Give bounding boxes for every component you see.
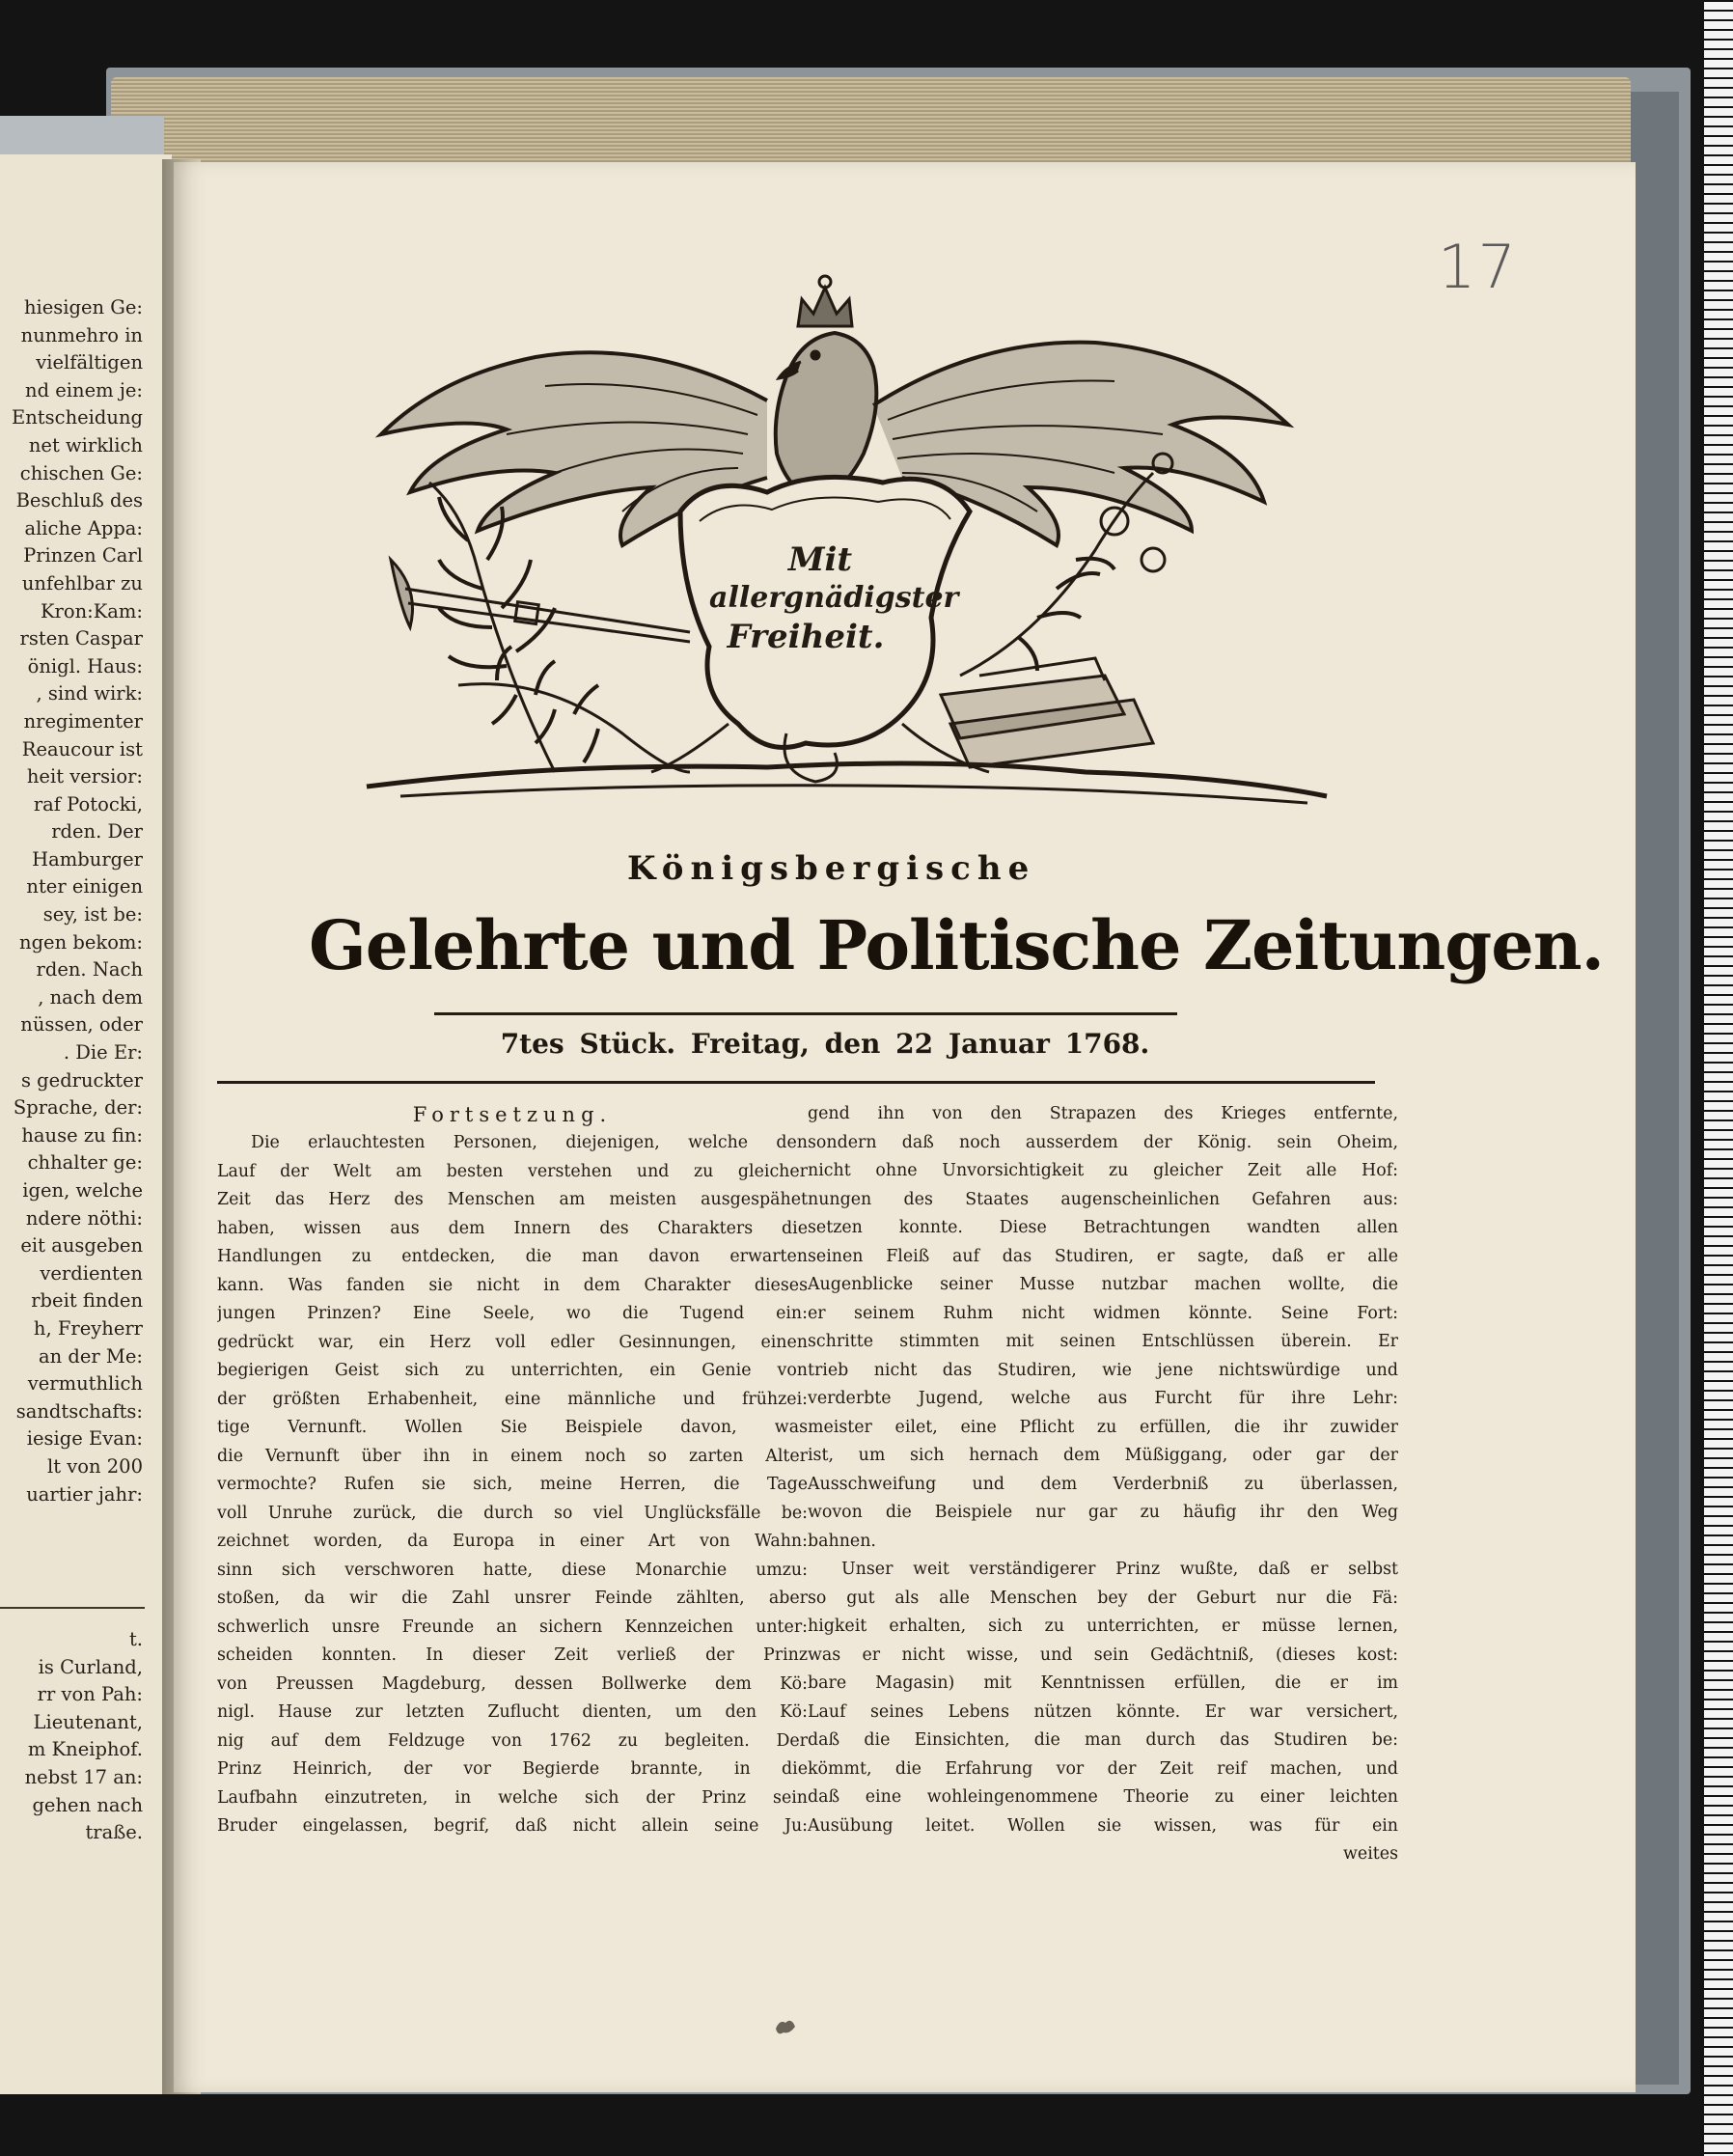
previous-page-line: rr von Pah: — [37, 1683, 143, 1706]
previous-page-line: Reaucour ist — [21, 737, 143, 760]
previous-page-line: traße. — [85, 1821, 143, 1844]
article-line: sinn sich verschworen hatte, diese Monarchie umzu: — [217, 1560, 808, 1580]
article-line: schwerlich unsre Freunde an sichern Kennzeichen unter: — [217, 1617, 808, 1637]
previous-page-line: sey, ist be: — [42, 903, 143, 926]
previous-page-line: nüssen, oder — [20, 1013, 143, 1037]
article-line: schritte stimmten mit seinen Entschlüssen überein. Er — [808, 1332, 1398, 1351]
previous-page-upper-text — [0, 294, 172, 1508]
article-line: verderbte Jugend, welche aus Furcht für ihre Lehr: — [808, 1389, 1398, 1408]
previous-page-line: Entscheidung — [12, 406, 143, 429]
previous-page-line: aliche Appa: — [24, 516, 143, 539]
article-line: nig auf dem Feldzuge von 1762 zu begleiten. Der — [217, 1730, 808, 1751]
previous-page-line: nebst 17 an: — [24, 1765, 143, 1788]
article-line: begierigen Geist sich zu unterrichten, ein Genie von — [217, 1361, 808, 1380]
previous-page-line: nter einigen — [26, 875, 143, 898]
previous-page-line: iesige Evan: — [26, 1427, 143, 1451]
previous-page-line: uartier jahr: — [26, 1482, 143, 1506]
previous-page-line: chhalter ge: — [27, 1151, 143, 1175]
article-column-right — [808, 1100, 1398, 1869]
previous-page-line: lt von 200 — [46, 1454, 143, 1478]
article-line: Zeit das Herz des Menschen am meisten ausgespähet — [217, 1190, 808, 1209]
article-line: was er nicht wisse, und sein Gedächtniß, (dieses kost: — [808, 1645, 1398, 1665]
previous-page-line: önigl. Haus: — [27, 654, 143, 677]
article-line: trieb nicht das Studiren, wie jene nichtswürdige und — [808, 1360, 1398, 1380]
previous-page-line: heit versior: — [26, 765, 143, 788]
previous-page-line: net wirklich — [28, 433, 143, 456]
article-line: von Preussen Magdeburg, dessen Bollwerke dem Kö: — [217, 1673, 808, 1694]
article-line: Lauf seines Lebens nützen könnte. Er war versichert, — [808, 1701, 1398, 1722]
previous-page-line: hause zu fin: — [21, 1123, 143, 1147]
previous-page-line: rbeit finden — [31, 1289, 143, 1313]
article-line: bare Magasin) mit Kenntnissen erfüllen, die er im — [808, 1673, 1398, 1693]
article-line: ist, um sich hernach dem Müßiggang, oder gar der — [808, 1446, 1398, 1465]
previous-page-line: , sind wirk: — [36, 682, 143, 705]
previous-page-line: s gedruckter — [20, 1068, 143, 1092]
article-line: setzen konnte. Diese Betrachtungen wandten allen — [808, 1218, 1398, 1237]
previous-page-line: rden. Nach — [36, 958, 143, 981]
article-line: jungen Prinzen? Eine Seele, wo die Tugend ein: — [217, 1304, 808, 1323]
article-line: zeichnet worden, da Europa in einer Art von Wahn: — [217, 1532, 808, 1551]
article-line: daß die Einsichten, die man durch das Studiren be: — [808, 1730, 1398, 1750]
masthead-title: Gelehrte und Politische Zeitungen. — [309, 905, 1605, 985]
article-line: Handlungen zu entdecken, die man davon erwarten — [217, 1247, 808, 1266]
issue-dateline: 7tes Stück. Freitag, den 22 Januar 1768. — [500, 1028, 1150, 1060]
scan-ruler — [1704, 0, 1733, 2156]
dateline-rule — [217, 1081, 1375, 1084]
previous-page-divider — [0, 1607, 145, 1609]
previous-page-line: nunmehro in — [20, 323, 143, 346]
page-edges — [111, 77, 1631, 169]
article-line: Ausschweifung und dem Verderbniß zu überlassen, — [808, 1474, 1398, 1494]
previous-page-line: nd einem je: — [25, 378, 143, 401]
article-line: Augenblicke seiner Musse nutzbar machen wollte, die — [808, 1275, 1398, 1294]
article-line: gedrückt war, ein Herz voll edler Gesinnungen, einen — [217, 1332, 808, 1352]
previous-page-line: vermuthlich — [27, 1372, 143, 1396]
previous-page-line: unfehlbar zu — [21, 571, 143, 594]
previous-page-line: is Curland, — [38, 1655, 143, 1678]
article-line: kann. Was fanden sie nicht in dem Charakter dieses — [217, 1275, 808, 1295]
previous-page-line: Prinzen Carl — [23, 544, 143, 567]
emblem-motto-line-2: allergnädigster — [709, 581, 959, 615]
article-column-left — [217, 1100, 808, 1841]
article-line: wovon die Beispiele nur gar zu häufig ihr den Weg — [808, 1503, 1398, 1522]
previous-page-line: eit ausgeben — [20, 1234, 143, 1258]
article-line: bahnen. — [808, 1531, 876, 1551]
article-line: der größten Erhabenheit, eine männliche und frühzei: — [217, 1389, 808, 1409]
article-line: Lauf der Welt am besten verstehen und zu gleicher — [217, 1161, 808, 1181]
page-number: 17 — [1438, 232, 1518, 302]
previous-page-line: Hamburger — [32, 847, 143, 871]
article-line: er seinem Ruhm nicht widmen könnte. Seine Fort: — [808, 1303, 1398, 1323]
article-line: haben, wissen aus dem Innern des Charakters die — [217, 1218, 808, 1238]
emblem-motto — [709, 540, 959, 656]
article-line: gend ihn von den Strapazen des Krieges entfernte, — [808, 1104, 1398, 1123]
article-line: nicht ohne Unvorsichtigkeit zu gleicher Zeit alle Hof: — [808, 1161, 1398, 1180]
article-line: Bruder eingelassen, begrif, daß nicht allein seine Ju: — [217, 1816, 808, 1836]
previous-page-line: Sprache, der: — [13, 1096, 143, 1119]
article-heading: Fortsetzung. — [412, 1103, 613, 1126]
article-line: Unser weit verständigerer Prinz wußte, daß er selbst — [841, 1560, 1398, 1579]
article-line: meister eilet, eine Pflicht zu erfüllen, die ihr zuwider — [808, 1417, 1398, 1437]
article-line: weites — [1343, 1844, 1398, 1864]
previous-page — [0, 154, 172, 2094]
article-line: voll Unruhe zurück, die durch so viel Unglücksfälle be: — [217, 1503, 808, 1523]
article-line: tige Vernunft. Wollen Sie Beispiele davon, was — [217, 1418, 808, 1437]
previous-page-line: t. — [128, 1628, 143, 1650]
previous-page-line: gehen nach — [32, 1793, 143, 1816]
previous-page-line: hiesigen Ge: — [23, 296, 143, 318]
previous-page-line: , nach dem — [38, 985, 143, 1009]
previous-page-line: sandtschafts: — [15, 1399, 143, 1423]
previous-page-line: an der Me: — [38, 1344, 143, 1368]
previous-page-line: vielfältigen — [36, 351, 143, 374]
article-line: nungen des Staates augenscheinlichen Gefahren aus: — [808, 1189, 1398, 1209]
ink-blot-icon — [772, 2015, 799, 2038]
previous-page-line: ngen bekom: — [19, 930, 143, 954]
previous-page-lower-text — [0, 1626, 172, 1847]
article-line: vermochte? Rufen sie sich, meine Herren, die Tage — [217, 1475, 808, 1494]
article-line: Prinz Heinrich, der vor Begierde brannte, in die — [217, 1759, 808, 1779]
title-rule — [434, 1012, 1177, 1015]
article-line: nigl. Hause zur letzten Zuflucht dienten, um den Kö: — [217, 1702, 808, 1722]
previous-page-line: h, Freyherr — [33, 1316, 143, 1340]
emblem-motto-line-1: Mit — [787, 540, 853, 579]
article-line: kömmt, die Erfahrung vor der Zeit reif machen, und — [808, 1758, 1398, 1779]
previous-page-line: . Die Er: — [63, 1041, 143, 1064]
previous-page-line: m Kneiphof. — [27, 1738, 143, 1761]
previous-page-line: raf Potocki, — [33, 792, 143, 815]
previous-page-line: verdienten — [40, 1261, 143, 1285]
previous-page-line: Lieutenant, — [33, 1710, 143, 1733]
previous-page-line: igen, welche — [22, 1179, 143, 1202]
previous-page-line: chischen Ge: — [19, 461, 143, 484]
article-line: scheiden konnten. In dieser Zeit verließ der Prinz — [217, 1645, 808, 1665]
previous-page-line: ndere nöthi: — [25, 1206, 143, 1230]
article-line: Ausübung leitet. Wollen sie wissen, was für ein — [808, 1815, 1398, 1836]
previous-page-line: rden. Der — [51, 820, 143, 843]
previous-page-line: nregimenter — [23, 709, 143, 732]
masthead-super-title: Königsbergische — [627, 849, 1036, 888]
previous-page-line: Beschluß des — [15, 489, 143, 512]
article-line: die Vernunft über ihn in einem noch so zarten Alter — [217, 1446, 808, 1466]
article-line: higkeit erhalten, sich zu unterrichten, er müsse lernen, — [808, 1617, 1398, 1636]
article-line: sondern daß noch ausserdem der König. sein Oheim, — [808, 1132, 1398, 1152]
article-line: so gut als alle Menschen bey der Geburt nur die Fä: — [808, 1588, 1398, 1608]
emblem-motto-line-3: Freiheit. — [727, 618, 885, 656]
article-line: Laufbahn einzutreten, in welche sich der Prinz sein — [217, 1787, 808, 1808]
previous-page-line: rsten Caspar — [19, 627, 143, 650]
article-line: Die erlauchtesten Personen, diejenigen, welche den — [251, 1133, 808, 1152]
article-line: daß eine wohleingenommene Theorie zu einer leichten — [808, 1787, 1398, 1807]
previous-page-line: Kron:Kam: — [40, 599, 143, 622]
article-line: stoßen, da wir die Zahl unsrer Feinde zählten, aber — [217, 1589, 808, 1608]
article-line: seinen Fleiß auf das Studiren, er sagte, daß er alle — [808, 1246, 1398, 1266]
